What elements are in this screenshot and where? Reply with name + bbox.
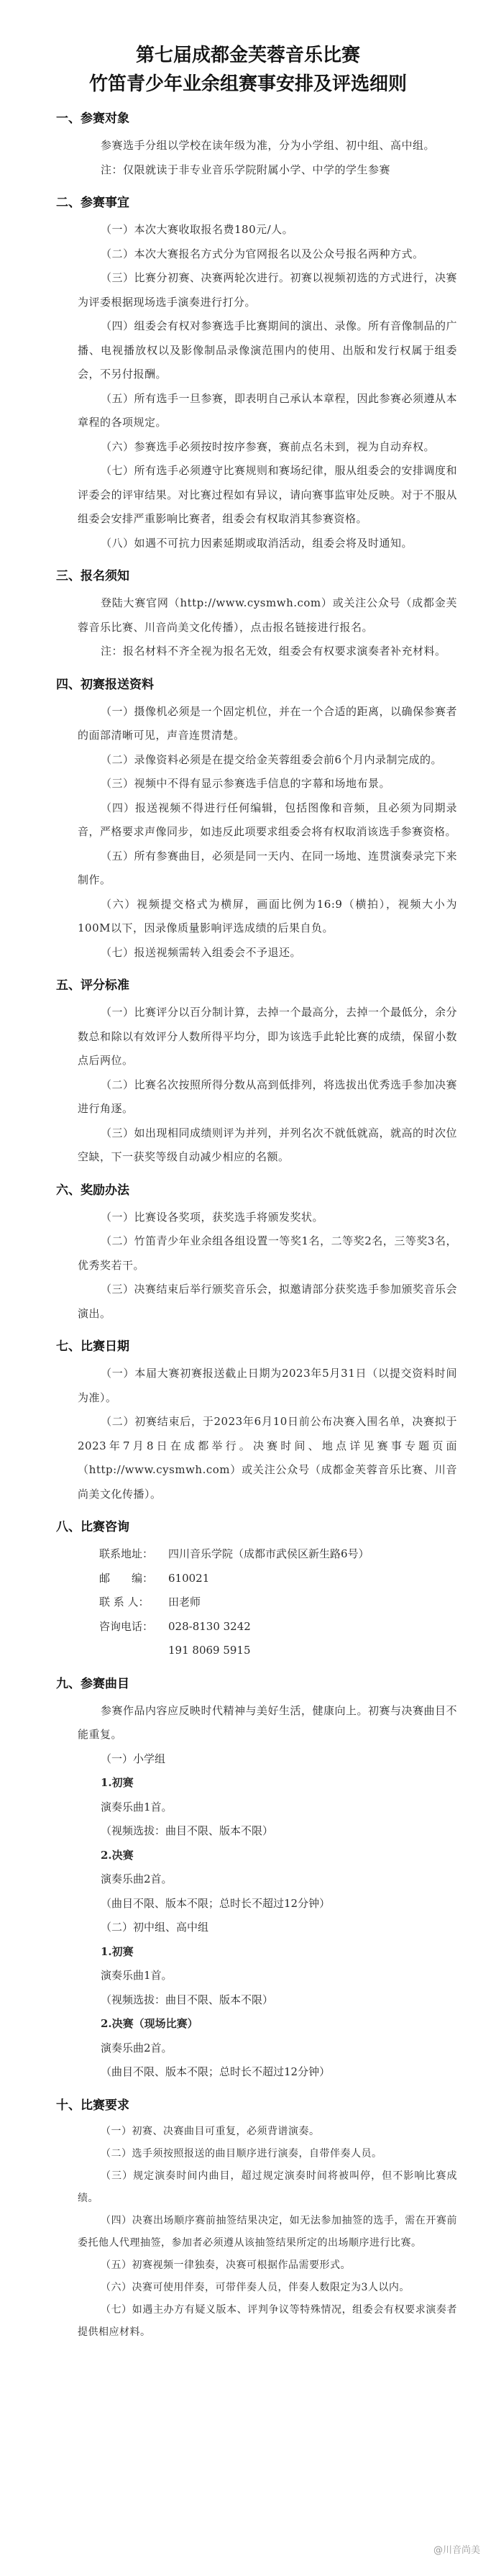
list-item: （二）竹笛青少年业余组各组设置一等奖1名，二等奖2名，三等奖3名，优秀奖若干。 [78, 1234, 457, 1272]
list-item: （二）录像资料必须是在提交给金芙蓉组委会前6个月内录制完成的。 [101, 752, 443, 766]
contact-key [99, 1639, 168, 1663]
contact-key: 邮 编： [99, 1571, 154, 1585]
section-heading: 七、比赛日期 [56, 1339, 129, 1354]
section-heading: 三、报名须知 [56, 569, 129, 583]
section-heading: 五、评分标准 [56, 978, 129, 993]
section-heading: 一、参赛对象 [56, 111, 129, 126]
contact-block [99, 1542, 457, 1663]
list-item: （七）报送视频需转入组委会不予退还。 [101, 945, 302, 959]
list-item: （一）比赛评分以百分制计算，去掉一个最高分，去掉一个最低分，余分数总和除以有效评分人数所得平均分，即为该选手此轮比赛的成绩，保留小数点后两位。 [78, 1006, 458, 1067]
list-item: （一）初赛、决赛曲目可重复，必须背谱演奏。 [101, 2125, 320, 2137]
round-heading: 1.初赛 [101, 1776, 134, 1789]
watermark-text: @川音尚美 [433, 2545, 480, 2556]
round-heading: 1.初赛 [101, 1944, 134, 1958]
list-item: （一）本届大赛初赛报送截止日期为2023年5月31日（以提交资料时间为准）。 [78, 1367, 457, 1404]
section-heading: 十、比赛要求 [56, 2098, 129, 2113]
list-item: （五）所有选手一旦参赛，即表明自己承认本章程，因此参赛必须遵从本章程的各项规定。 [78, 391, 458, 429]
round-detail: 演奏乐曲1首。 [101, 1969, 173, 1982]
section-heading: 六、奖励办法 [56, 1183, 129, 1198]
contact-value: 191 8069 5915 [168, 1644, 251, 1657]
list-item: （三）规定演奏时间内曲目，超过规定演奏时间将被叫停，但不影响比赛成绩。 [78, 2170, 457, 2204]
list-item: （六）视频提交格式为横屏，画面比例为16:9（横拍），视频大小为100M以下，因录像质量影响评选成绩的后果自负。 [78, 897, 457, 934]
list-item: （一）摄像机必须是一个固定机位，并在一个合适的距离，以确保参赛者的面部清晰可见，声音连贯清楚。 [78, 704, 458, 742]
section-heading: 二、参赛事宜 [56, 196, 129, 210]
section-heading: 九、参赛曲目 [56, 1676, 129, 1691]
contact-row [99, 1639, 457, 1663]
round-detail: （曲目不限、版本不限；总时长不超过12分钟） [101, 2065, 331, 2078]
list-item: （六）参赛选手必须按时按序参赛，赛前点名未到，视为自动弃权。 [101, 440, 436, 453]
list-item: （三）比赛分初赛、决赛两轮次进行。初赛以视频初选的方式进行，决赛为评委根据现场选手演奏进行打分。 [78, 271, 458, 309]
round-detail: （视频选拔：曲目不限、版本不限） [101, 1993, 274, 2006]
list-item: （四）决赛出场顺序赛前抽签结果决定，如无法参加抽签的选手，需在开赛前委托他人代理抽签，参加者必须遵从该抽签结果所定的出场顺序进行比赛。 [78, 2214, 457, 2249]
list-item: （八）如遇不可抗力因素延期或取消活动，组委会将及时通知。 [101, 536, 413, 550]
contact-value: 610021 [168, 1571, 210, 1585]
round-heading: 2.决赛 [101, 1848, 134, 1862]
title-line-2: 竹笛青少年业余组赛事安排及评选细则 [88, 73, 407, 95]
title-line-1: 第七届成都金芙蓉音乐比赛 [135, 45, 360, 66]
contact-value: 028-8130 3242 [168, 1619, 251, 1633]
list-item: （三）决赛结束后举行颁奖音乐会，拟邀请部分获奖选手参加颁奖音乐会演出。 [78, 1283, 458, 1320]
list-item: （七）所有选手必须遵守比赛规则和赛场纪律，服从组委会的安排调度和评委会的评审结果。对比赛过程如有异议，请向赛事监审处反映。对于不服从组委会安排严重影响比赛者，组委会有权取消其参赛资格。 [78, 464, 458, 525]
contact-row [99, 1590, 457, 1615]
section-heading: 四、初赛报送资料 [56, 677, 154, 692]
list-item: （二）选手须按照报送的曲目顺序进行演奏，自带伴奏人员。 [101, 2147, 382, 2159]
list-item: （五）所有参赛曲目，必须是同一天内、在同一场地、连贯演奏录完下来制作。 [78, 849, 458, 886]
section-heading: 八、比赛咨询 [56, 1520, 129, 1534]
document-body [56, 108, 458, 2344]
list-item: （三）如出现相同成绩则评为并列，并列名次不就低就高，就高的时次位空缺，下一获奖等级自动减少相应的名额。 [78, 1126, 458, 1163]
list-item: （三）视频中不得有显示参赛选手信息的字幕和场地布景。 [101, 777, 391, 790]
list-item: （五）初赛视频一律独奏，决赛可根据作品需要形式。 [101, 2259, 351, 2271]
list-item: （二）初赛结束后，于2023年6月10日前公布决赛入围名单，决赛拟于2023年7月8日在成都举行。决赛时间、地点详见赛事专题页面（http://www.cysmwh.com）或关注公众号（成都金芙蓉音乐比赛、川音尚美文化传播）。 [78, 1415, 457, 1501]
round-detail: （视频选拔：曲目不限、版本不限） [101, 1824, 274, 1837]
list-item: （二）比赛名次按照所得分数从高到低排列，将选拔出优秀选手参加决赛进行角逐。 [78, 1078, 458, 1115]
contact-value: 四川音乐学院（成都市武侯区新生路6号） [168, 1547, 369, 1560]
group-heading: （一）小学组 [101, 1752, 166, 1765]
contact-key: 咨询电话： [99, 1619, 154, 1633]
paragraph: 登陆大赛官网（http://www.cysmwh.com）或关注公众号（成都金芙蓉音乐比赛、川音尚美文化传播），点击报名链接进行报名。 [78, 596, 457, 634]
contact-row [99, 1542, 457, 1567]
round-detail: 演奏乐曲1首。 [101, 1800, 173, 1813]
list-item: （七）如遇主办方有疑义版本、评判争议等特殊情况，组委会有权要求演奏者提供相应材料。 [78, 2303, 457, 2338]
round-detail: （曲目不限、版本不限；总时长不超过12分钟） [101, 1896, 331, 1910]
contact-key: 联 系 人： [99, 1596, 150, 1608]
group-heading: （二）初中组、高中组 [101, 1921, 209, 1934]
paragraph: 参赛作品内容应反映时代精神与美好生活，健康向上。初赛与决赛曲目不能重复。 [78, 1703, 458, 1741]
list-item: （一）本次大赛收取报名费180元/人。 [101, 223, 294, 236]
contact-value: 田老师 [168, 1596, 201, 1608]
list-item: （四）组委会有权对参赛选手比赛期间的演出、录像。所有音像制品的广播、电视播放权以及影像制品录像演范围内的使用、出版和发行权属于组委会，不另付报酬。 [78, 319, 458, 381]
contact-row [99, 1567, 457, 1591]
document-title [39, 42, 457, 98]
list-item: （四）报送视频不得进行任何编辑，包括图像和音频，且必须为同期录音，严格要求声像同步，如违反此项要求组委会将有权取消该选手参赛资格。 [78, 801, 457, 838]
note-paragraph: 注：报名材料不齐全视为报名无效，组委会有权要求演奏者补充材料。 [101, 645, 446, 657]
round-detail: 演奏乐曲2首。 [101, 1872, 173, 1885]
note-paragraph: 注：仅限就读于非专业音乐学院附属小学、中学的学生参赛 [101, 163, 391, 176]
list-item: （六）决赛可使用伴奏，可带伴奏人员，伴奏人数限定为3人以内。 [101, 2281, 410, 2293]
contact-key: 联系地址： [99, 1547, 154, 1560]
round-heading: 2.决赛（现场比赛） [101, 2017, 198, 2030]
round-detail: 演奏乐曲2首。 [101, 2041, 173, 2054]
paragraph: 参赛选手分组以学校在读年级为准，分为小学组、初中组、高中组。 [101, 139, 436, 152]
list-item: （一）比赛设各奖项，获奖选手将颁发奖状。 [101, 1210, 324, 1224]
list-item: （二）本次大赛报名方式分为官网报名以及公众号报名两种方式。 [101, 247, 424, 260]
contact-row [99, 1615, 457, 1639]
